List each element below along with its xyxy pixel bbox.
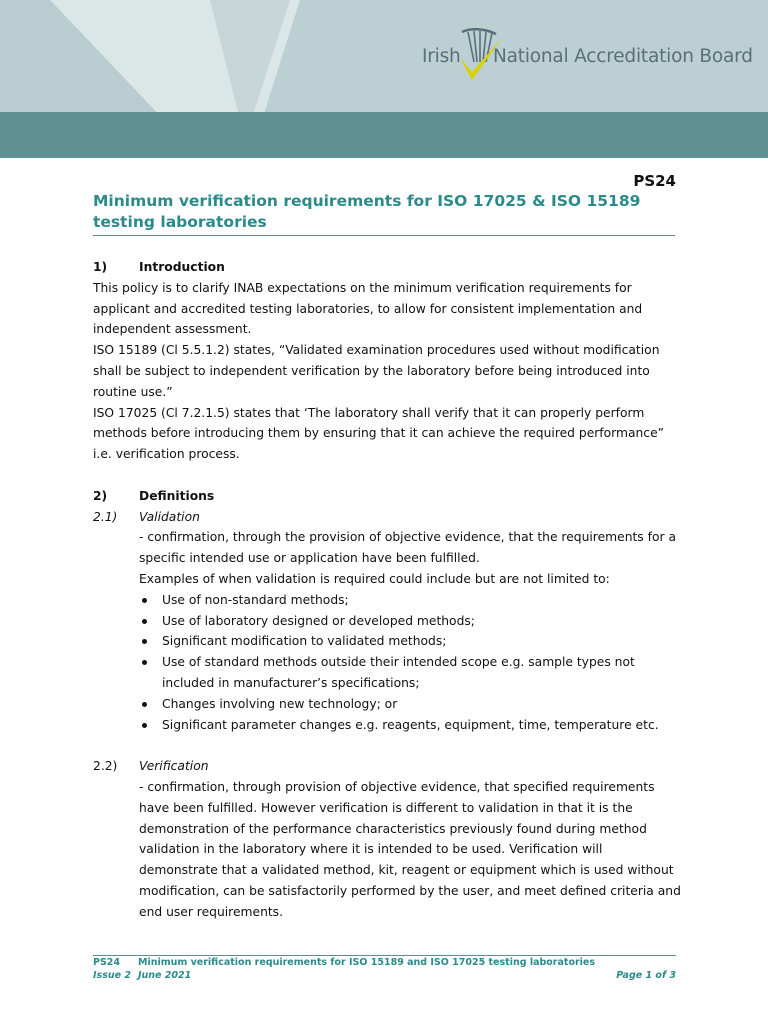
subsection-number: 2.1) [93,509,118,524]
section-heading-definitions [93,486,683,507]
document-code: PS24 [633,172,676,190]
footer-title: Minimum verification requirements for ISO 15189 and ISO 17025 testing laboratories [138,957,596,968]
list-item: Significant parameter changes e.g. reagents, equipment, time, temperature etc. [139,715,683,736]
section-heading-introduction [93,257,683,278]
document-body [93,257,683,923]
validation-definition: - confirmation, through the provision of objective evidence, that the requirements for a specific intended use or application have been fulfilled. [139,530,676,566]
list-item: Use of standard methods outside their intended scope e.g. sample types not included in manufacturer’s specifications; [139,652,683,694]
footer-date: June 2021 [138,969,192,981]
footer-divider [93,955,676,956]
subsection-number: 2.2) [93,759,118,774]
footer-code: PS24 [93,957,121,968]
inab-logo [422,28,762,88]
footer-issue: Issue 2 [93,969,131,981]
section-title: Introduction [139,260,225,274]
logo-text-board: National Accreditation Board [493,46,753,67]
list-item: Use of non-standard methods; [139,590,683,611]
subsection-title: Verification [139,759,209,774]
subsection-title: Validation [139,509,200,524]
list-item: Changes involving new technology; or [139,694,683,715]
header-banner [0,0,768,158]
page-footer [93,957,676,982]
validation-examples-list [93,590,683,736]
subsection-heading-verification [93,756,683,777]
section-number: 1) [93,260,108,274]
document-title: Minimum verification requirements for ISO 17025 & ISO 15189 testing laboratories [93,192,641,231]
section-number: 2) [93,488,108,503]
list-item: Significant modification to validated methods; [139,631,683,652]
verification-definition: - confirmation, through provision of objective evidence, that specified requirements have been fulfilled. However verification is different to validation in that it is the demonstration of the performance characteristics previously found during method validation in the laboratory where it is intended to be used. Verification will demonstrate that a validated method, kit, reagent or equipment which is used without modification, can be satisfactorily performed by the user, and meet defined criteria and end user requirements. [139,779,681,919]
page-number: Page 1 of 3 [616,969,676,981]
title-divider [93,235,675,236]
intro-paragraph: This policy is to clarify INAB expectations on the minimum verification requirements for applicant and accredited testing laboratories, to allow for consistent implementation and independent assessment. [93,280,643,337]
logo-text-irish: Irish [422,46,461,67]
validation-examples-intro: Examples of when validation is required could include but are not limited to: [139,571,610,586]
subsection-heading-validation [93,507,683,528]
list-item: Use of laboratory designed or developed methods; [139,611,683,632]
iso17025-paragraph: ISO 17025 (Cl 7.2.1.5) states that ‘The laboratory shall verify that it can properly perform methods before introducing them by ensuring that it can achieve the required performance” i.e. verification process. [93,405,665,462]
section-title: Definitions [139,488,215,503]
iso15189-paragraph: ISO 15189 (Cl 5.5.1.2) states, “Validated examination procedures used without modification shall be subject to independent verification by the laboratory before being introduced into routine use.” [93,343,660,399]
